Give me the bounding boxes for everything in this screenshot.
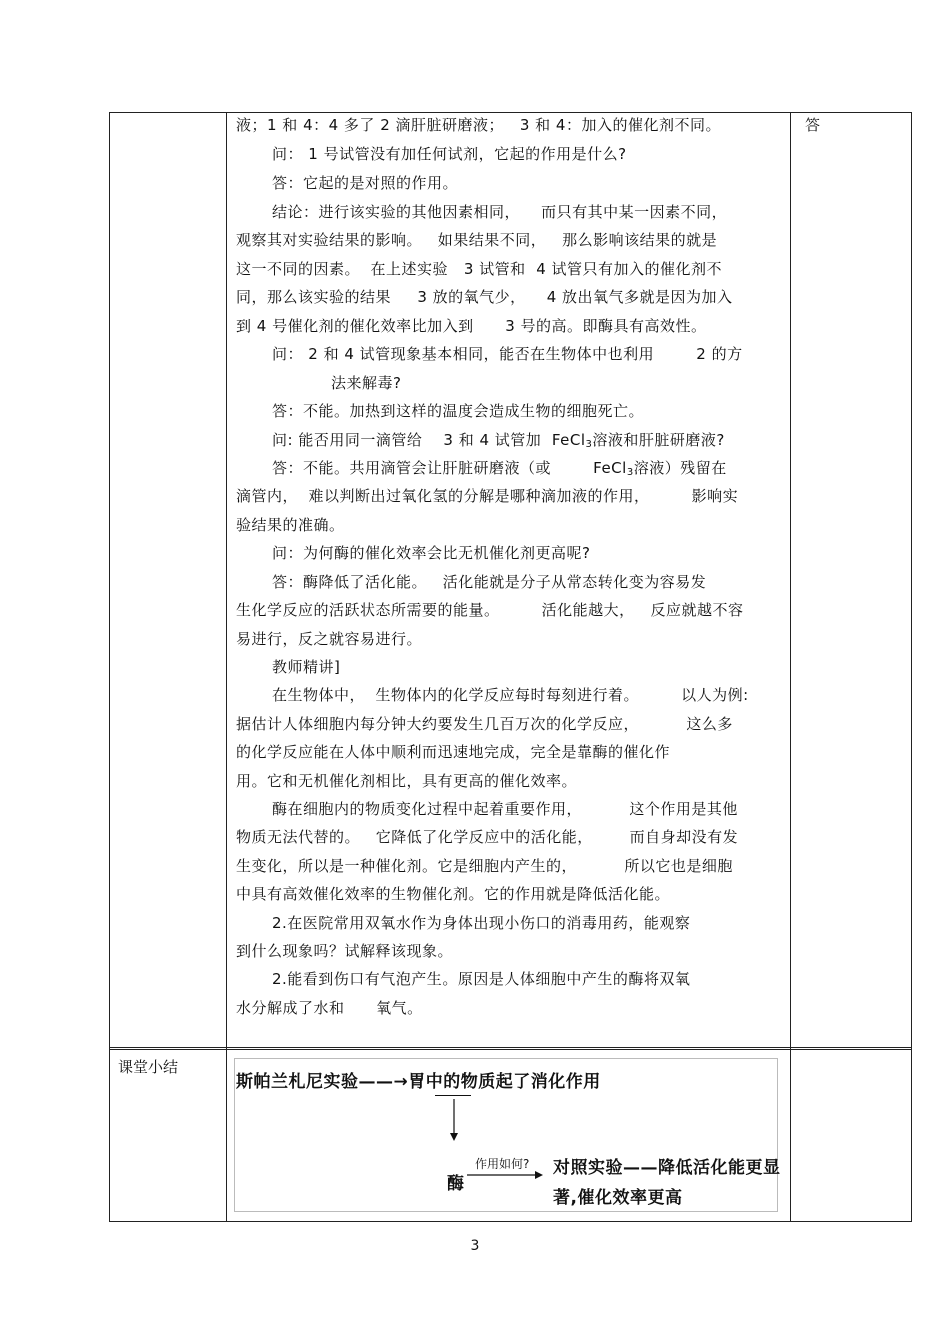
text-line: 2.在医院常用双氧水作为身体出现小伤口的消毒用药，能观察 <box>272 914 691 932</box>
subscript: 3 <box>626 467 634 478</box>
text-fragment: 溶液）残留在 <box>633 459 727 477</box>
underline-mark <box>435 1095 471 1096</box>
table-border-left <box>109 112 110 1222</box>
text-line: 2.能看到伤口有气泡产生。原因是人体细胞中产生的酶将双氧 <box>272 970 691 988</box>
text-line: 到 4 号催化剂的催化效率比加入到 3 号的高。即酶具有高效性。 <box>236 317 707 335</box>
text-line: 法来解毒? <box>331 374 402 392</box>
section-heading: 教师精讲] <box>272 658 341 676</box>
table-border-bottom <box>109 1221 912 1222</box>
table-divider-1 <box>226 112 227 1222</box>
text-fragment: 答：不能。共用滴管会让肝脏研磨液（或 FeCl <box>272 459 627 477</box>
text-line: 这一不同的因素。 在上述实验 3 试管和 4 试管只有加入的催化剂不 <box>236 260 723 278</box>
text-line: 验结果的准确。 <box>236 516 345 534</box>
table-border-right <box>911 112 912 1222</box>
text-line: 问： 1 号试管没有加任何试剂，它起的作用是什么? <box>272 145 627 163</box>
text-line: 问： 2 和 4 试管现象基本相同，能否在生物体中也利用 2 的方 <box>272 345 743 363</box>
text-line: 同，那么该实验的结果 3 放的氧气少， 4 放出氧气多就是因为加入 <box>236 288 733 306</box>
text-line: 的化学反应能在人体中顺利而迅速地完成，完全是靠酶的催化作 <box>236 743 671 761</box>
text-fragment: 问: 能否用同一滴管给 3 和 4 试管加 FeCl <box>272 431 586 449</box>
subscript: 3 <box>585 439 593 450</box>
text-line: 液；1 和 4：4 多了 2 滴肝脏研磨液； 3 和 4：加入的催化剂不同。 <box>236 116 721 134</box>
text-line: 水分解成了水和 氧气。 <box>236 999 423 1017</box>
table-row-divider-2 <box>109 1049 912 1050</box>
diagram-line-1: 斯帕兰札尼实验——→胃中的物质起了消化作用 <box>236 1072 601 1092</box>
text-line: 到什么现象吗？试解释该现象。 <box>236 942 454 960</box>
text-fragment: 溶液和肝脏研磨液? <box>592 431 725 449</box>
text-line: 结论：进行该实验的其他因素相同， 而只有其中某一因素不同， <box>272 203 728 221</box>
text-line: 用。它和无机催化剂相比，具有更高的催化效率。 <box>236 772 578 790</box>
text-line <box>272 430 725 455</box>
text-line: 答：它起的是对照的作用。 <box>272 174 459 192</box>
diagram-line-2: 对照实验——降低活化能更显 <box>553 1158 781 1178</box>
page-number: 3 <box>470 1238 480 1254</box>
text-line: 生变化，所以是一种催化剂。它是细胞内产生的， 所以它也是细胞 <box>236 857 733 875</box>
text-line: 滴管内， 难以判断出过氧化氢的分解是哪种滴加液的作用， 影响实 <box>236 487 739 505</box>
text-line: 据估计人体细胞内每分钟大约要发生几百万次的化学反应， 这么多 <box>236 715 733 733</box>
text-line: 生化学反应的活跃状态所需要的能量。 活化能越大， 反应就越不容 <box>236 601 744 619</box>
right-arrow-icon <box>467 1169 547 1181</box>
text-line: 在生物体中， 生物体内的化学反应每时每刻进行着。 以人为例: <box>272 686 749 704</box>
diagram-line-3: 著,催化效率更高 <box>553 1188 683 1208</box>
text-line: 答：酶降低了活化能。 活化能就是分子从常态转化变为容易发 <box>272 573 707 591</box>
text-line: 观察其对实验结果的影响。 如果结果不同， 那么影响该结果的就是 <box>236 231 718 249</box>
text-line: 易进行，反之就容易进行。 <box>236 630 423 648</box>
text-line: 中具有高效催化效率的生物催化剂。它的作用就是降低活化能。 <box>236 885 671 903</box>
answer-column-label: 答 <box>805 116 821 134</box>
text-line: 答：不能。加热到这样的温度会造成生物的细胞死亡。 <box>272 402 645 420</box>
table-border-top <box>109 112 912 113</box>
down-arrow-icon <box>447 1099 461 1143</box>
diagram-enzyme: 酶 <box>447 1174 465 1194</box>
summary-diagram <box>234 1058 781 1212</box>
summary-label: 课堂小结 <box>118 1058 179 1076</box>
text-line: 问：为何酶的催化效率会比无机催化剂更高呢? <box>272 544 591 562</box>
table-row-divider <box>109 1047 912 1048</box>
text-line: 酶在细胞内的物质变化过程中起着重要作用， 这个作用是其他 <box>272 800 738 818</box>
text-line: 物质无法代替的。 它降低了化学反应中的活化能， 而自身却没有发 <box>236 828 739 846</box>
table-divider-2 <box>790 112 791 1222</box>
text-line <box>272 458 727 483</box>
diagram-arrow-label: 作用如何? <box>475 1157 530 1171</box>
